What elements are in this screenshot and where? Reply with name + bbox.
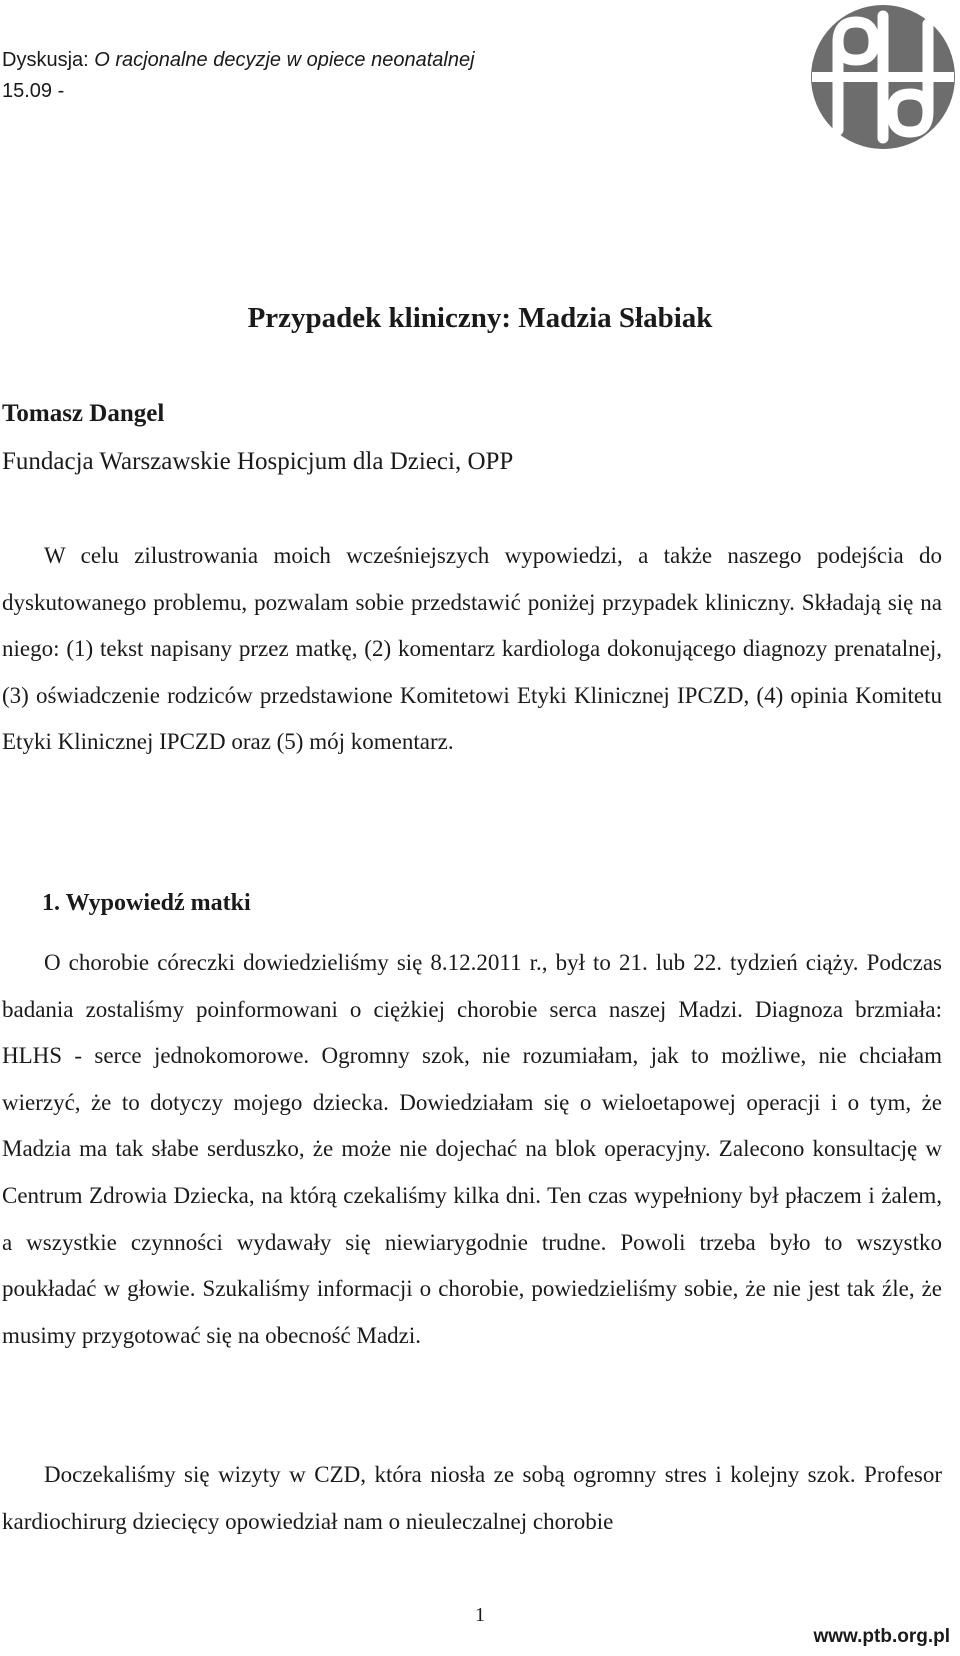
- header-date: 15.09 -: [2, 80, 65, 102]
- section-heading: 1. Wypowiedź matki: [42, 890, 251, 916]
- author-name: Tomasz Dangel: [2, 400, 165, 427]
- body-paragraph: [2, 940, 942, 1359]
- intro-text: W celu zilustrowania moich wcześniejszych wypowiedzi, a także naszego podejścia do dyskutowanego problemu, pozwalam sobie przedstawić poniżej przypadek kliniczny. Składają się na niego: (1) tekst napisany przez matkę, (2) komentarz kardiologa dokonującego diagnozy prenatalnej, (3) oświadczenie rodziców przedstawione Komitetowi Etyki Klinicznej IPCZD, (4) opinia Komitetu Etyki Klinicznej IPCZD oraz (5) mój komentarz.: [2, 543, 942, 755]
- intro-paragraph: [2, 533, 942, 766]
- paragraph-text: O chorobie córeczki dowiedzieliśmy się 8.12.2011 r., był to 21. lub 22. tydzień ciąży. Podczas badania zostaliśmy poinformowani o ciężkiej chorobie serca naszej Madzi. Diagnoza brzmiała: HLHS - serce jednokomorowe. Ogromny szok, nie rozumiałam, jak to możliwe, nie chciałam wierzyć, że to dotyczy mojego dziecka. Dowiedziałam się o wieloetapowej operacji i o tym, że Madzia ma tak słabe serduszko, że może nie dojechać na blok operacyjny. Zalecono konsultację w Centrum Zdrowia Dziecka, na którą czekaliśmy kilka dni. Ten czas wypełniony był płaczem i żalem, a wszystkie czynności wydawały się niewiarygodnie trudne. Powoli trzeba było to wszystko poukładać w głowie. Szukaliśmy informacji o chorobie, powiedzieliśmy sobie, że nie jest tak źle, że musimy przygotować się na obecność Madzi.: [2, 950, 942, 1348]
- paragraph-text: Doczekaliśmy się wizyty w CZD, która niosła ze sobą ogromny stres i kolejny szok. Profesor kardiochirurg dziecięcy opowiedział nam o nieuleczalnej chorobie: [2, 1462, 942, 1534]
- ptb-logo-icon: [808, 2, 958, 152]
- header-topic: O racjonalne decyzje w opiece neonatalnej: [94, 49, 475, 71]
- author-affiliation: Fundacja Warszawskie Hospicjum dla Dzieci, OPP: [2, 448, 514, 475]
- header-label: Dyskusja:: [2, 49, 89, 71]
- header-discussion-line: [2, 48, 475, 72]
- page-title: Przypadek kliniczny: Madzia Słabiak: [247, 302, 713, 334]
- body-paragraph: [2, 1452, 942, 1545]
- footer-url: www.ptb.org.pl: [813, 1626, 950, 1647]
- page-number: 1: [475, 1604, 485, 1626]
